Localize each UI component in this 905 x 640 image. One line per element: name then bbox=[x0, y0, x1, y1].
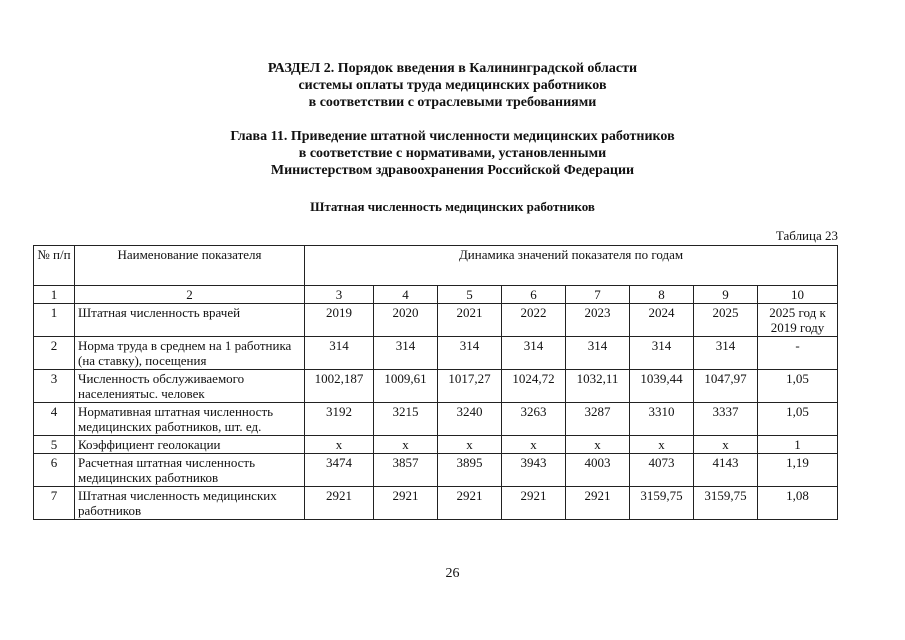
row-indicator-name: Расчетная штатная численность медицинских работников bbox=[75, 454, 305, 487]
col-number: 2 bbox=[75, 286, 305, 304]
row-value-cell: 1,19 bbox=[758, 454, 838, 487]
chapter-title bbox=[0, 128, 905, 179]
section-title bbox=[0, 60, 905, 111]
col-number: 7 bbox=[566, 286, 630, 304]
row-value-cell: х bbox=[305, 436, 374, 454]
row-value-cell: 3337 bbox=[694, 403, 758, 436]
column-number-row bbox=[34, 286, 838, 304]
row-value-cell: 2023 bbox=[566, 304, 630, 337]
row-value-cell: х bbox=[630, 436, 694, 454]
col-number: 4 bbox=[374, 286, 438, 304]
row-value-cell: 4073 bbox=[630, 454, 694, 487]
row-value-cell: 2024 bbox=[630, 304, 694, 337]
row-value-cell: 3857 bbox=[374, 454, 438, 487]
row-value-cell: 3240 bbox=[438, 403, 502, 436]
row-value-cell: 314 bbox=[438, 337, 502, 370]
row-value-cell: 2921 bbox=[502, 487, 566, 520]
col-number: 3 bbox=[305, 286, 374, 304]
table-row bbox=[34, 403, 838, 436]
col-number: 8 bbox=[630, 286, 694, 304]
row-value-cell: 2921 bbox=[438, 487, 502, 520]
row-value-cell: 3474 bbox=[305, 454, 374, 487]
header-dynamics: Динамика значений показателя по годам bbox=[305, 246, 838, 286]
table-row bbox=[34, 370, 838, 403]
row-value-cell: х bbox=[438, 436, 502, 454]
row-indicator-name: Норма труда в среднем на 1 работника (на ставку), посещения bbox=[75, 337, 305, 370]
col-number: 10 bbox=[758, 286, 838, 304]
row-value-cell: 2921 bbox=[374, 487, 438, 520]
row-value-cell: 3159,75 bbox=[630, 487, 694, 520]
row-value-cell: 4143 bbox=[694, 454, 758, 487]
col-number: 5 bbox=[438, 286, 502, 304]
row-value-cell: 3159,75 bbox=[694, 487, 758, 520]
row-value-cell: 3215 bbox=[374, 403, 438, 436]
row-indicator-name: Штатная численность медицинских работников bbox=[75, 487, 305, 520]
staffing-table bbox=[33, 245, 838, 520]
col-number: 9 bbox=[694, 286, 758, 304]
row-value-cell: 2022 bbox=[502, 304, 566, 337]
row-value-cell: 314 bbox=[374, 337, 438, 370]
row-number: 3 bbox=[34, 370, 75, 403]
table-row bbox=[34, 436, 838, 454]
page-number: 26 bbox=[445, 566, 460, 581]
row-number: 4 bbox=[34, 403, 75, 436]
row-value-cell: 314 bbox=[305, 337, 374, 370]
row-number: 6 bbox=[34, 454, 75, 487]
chapter-title-line: Министерством здравоохранения Российской Федерации bbox=[270, 163, 635, 178]
row-value-cell: 314 bbox=[566, 337, 630, 370]
table-row bbox=[34, 454, 838, 487]
row-value-cell: 1039,44 bbox=[630, 370, 694, 403]
table-header-row bbox=[34, 246, 838, 286]
row-indicator-name: Численность обслуживаемого населениятыс. человек bbox=[75, 370, 305, 403]
row-value-cell: х bbox=[694, 436, 758, 454]
row-value-cell: 1 bbox=[758, 436, 838, 454]
row-value-cell: 3895 bbox=[438, 454, 502, 487]
row-number: 2 bbox=[34, 337, 75, 370]
table-row bbox=[34, 337, 838, 370]
row-value-cell: 1002,187 bbox=[305, 370, 374, 403]
section-title-line: в соответствии с отраслевыми требованиями bbox=[308, 95, 597, 110]
row-value-cell: 1,05 bbox=[758, 403, 838, 436]
col-number: 6 bbox=[502, 286, 566, 304]
col-number: 1 bbox=[34, 286, 75, 304]
row-value-cell: 314 bbox=[694, 337, 758, 370]
row-value-cell: - bbox=[758, 337, 838, 370]
row-value-cell: 1024,72 bbox=[502, 370, 566, 403]
row-value-cell: 2025 год к 2019 году bbox=[758, 304, 838, 337]
row-value-cell: 1017,27 bbox=[438, 370, 502, 403]
row-value-cell: х bbox=[566, 436, 630, 454]
table-row bbox=[34, 304, 838, 337]
row-value-cell: х bbox=[502, 436, 566, 454]
row-value-cell: 3287 bbox=[566, 403, 630, 436]
row-value-cell: х bbox=[374, 436, 438, 454]
row-value-cell: 314 bbox=[630, 337, 694, 370]
row-number: 7 bbox=[34, 487, 75, 520]
row-value-cell: 4003 bbox=[566, 454, 630, 487]
row-value-cell: 2921 bbox=[305, 487, 374, 520]
row-value-cell: 3310 bbox=[630, 403, 694, 436]
section-title-line: системы оплаты труда медицинских работников bbox=[298, 78, 607, 93]
row-value-cell: 1032,11 bbox=[566, 370, 630, 403]
row-value-cell: 3263 bbox=[502, 403, 566, 436]
row-indicator-name: Нормативная штатная численность медицинских работников, шт. ед. bbox=[75, 403, 305, 436]
row-value-cell: 1009,61 bbox=[374, 370, 438, 403]
row-value-cell: 1,05 bbox=[758, 370, 838, 403]
row-value-cell: 1,08 bbox=[758, 487, 838, 520]
row-value-cell: 2019 bbox=[305, 304, 374, 337]
row-number: 1 bbox=[34, 304, 75, 337]
row-value-cell: 314 bbox=[502, 337, 566, 370]
row-number: 5 bbox=[34, 436, 75, 454]
row-value-cell: 1047,97 bbox=[694, 370, 758, 403]
header-name: Наименование показателя bbox=[75, 246, 305, 286]
table-subtitle: Штатная численность медицинских работников bbox=[310, 199, 595, 214]
row-indicator-name: Коэффициент геолокации bbox=[75, 436, 305, 454]
chapter-title-line: в соответствие с нормативами, установленными bbox=[298, 146, 607, 161]
row-value-cell: 2921 bbox=[566, 487, 630, 520]
section-title-line: РАЗДЕЛ 2. Порядок введения в Калининградской области bbox=[267, 61, 638, 76]
chapter-title-line: Глава 11. Приведение штатной численности медицинских работников bbox=[230, 129, 675, 144]
row-value-cell: 3192 bbox=[305, 403, 374, 436]
row-value-cell: 3943 bbox=[502, 454, 566, 487]
row-value-cell: 2025 bbox=[694, 304, 758, 337]
row-value-cell: 2021 bbox=[438, 304, 502, 337]
header-num: № п/п bbox=[34, 246, 75, 286]
row-indicator-name: Штатная численность врачей bbox=[75, 304, 305, 337]
table-label: Таблица 23 bbox=[775, 228, 838, 243]
row-value-cell: 2020 bbox=[374, 304, 438, 337]
table-row bbox=[34, 487, 838, 520]
